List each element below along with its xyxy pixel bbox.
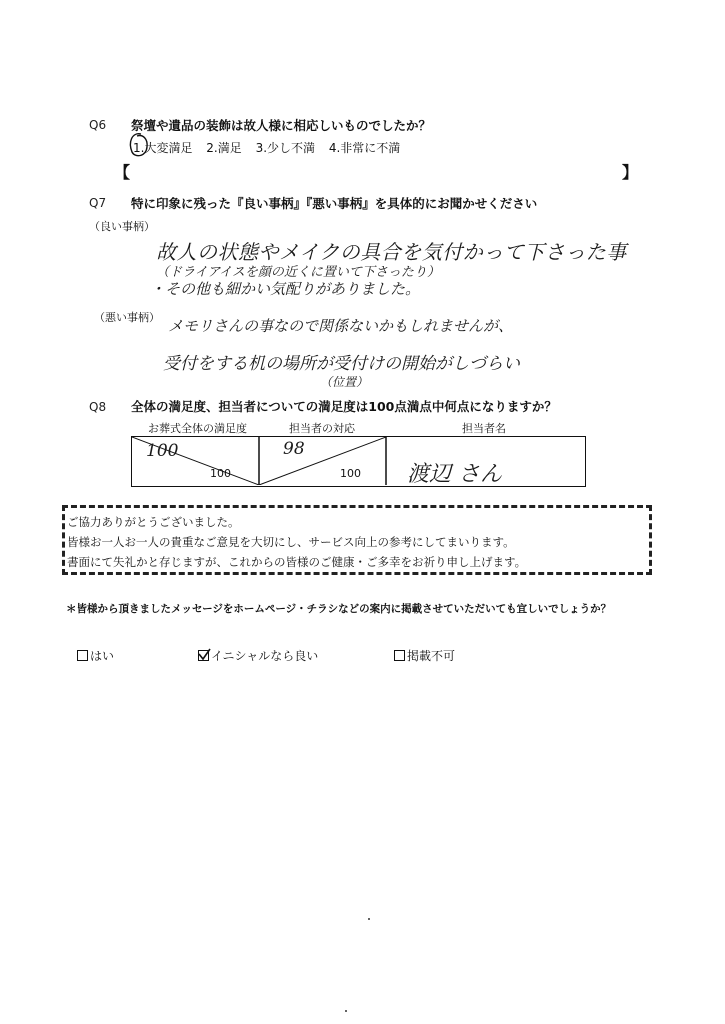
q8-header-name: 担当者名 bbox=[462, 422, 506, 435]
consent-option-no[interactable] bbox=[394, 647, 455, 664]
consent-option-initials-label: イニシャルなら良い bbox=[211, 649, 319, 663]
q8-header-staff: 担当者の対応 bbox=[289, 422, 355, 435]
q8-number: Q8 bbox=[89, 400, 107, 414]
scan-speck bbox=[345, 1010, 347, 1012]
q8-question: 全体の満足度、担当者についての満足度は100点満点中何点になりますか？ bbox=[131, 399, 557, 414]
consent-option-yes[interactable] bbox=[77, 647, 114, 664]
check-mark-icon bbox=[198, 648, 211, 661]
q6-option-4[interactable]: 4.非常に不満 bbox=[328, 141, 401, 155]
q7-good-line-3: ・その他も細かい気配りがありました。 bbox=[150, 280, 421, 298]
q6-bracket-right: 】 bbox=[622, 163, 639, 182]
q6-number: Q6 bbox=[89, 118, 107, 132]
q7-question: 特に印象に残った『良い事柄』『悪い事柄』を具体的にお聞かせください bbox=[131, 196, 538, 211]
q6-options bbox=[133, 139, 400, 156]
q8-staff-max: 100 bbox=[340, 467, 361, 480]
checkbox-no[interactable] bbox=[394, 650, 405, 661]
q8-staff-score: 98 bbox=[283, 439, 305, 459]
q8-staff-name: 渡辺 さん bbox=[407, 462, 502, 487]
q6-selection-circle bbox=[126, 130, 152, 160]
checkbox-initials[interactable] bbox=[198, 650, 209, 661]
scan-speck bbox=[368, 918, 370, 920]
notice-line-1: ご協力ありがとうございました。 bbox=[67, 515, 240, 529]
q6-option-3[interactable]: 3.少し不満 bbox=[255, 141, 316, 155]
q6-bracket-left: 【 bbox=[114, 163, 131, 182]
q8-overall-score: 100 bbox=[146, 441, 179, 461]
q7-number: Q7 bbox=[89, 196, 107, 210]
notice-line-3: 書面にて失礼かと存じますが、これからの皆様のご健康・ご多幸をお祈り申し上げます。 bbox=[67, 555, 527, 569]
q7-good-line-1: 故人の状態やメイクの具合を気付かって下さった事 bbox=[156, 240, 627, 264]
checkbox-yes[interactable] bbox=[77, 650, 88, 661]
q7-bad-line-1: メモリさんの事なので関係ないかもしれませんが、 bbox=[168, 317, 514, 335]
q7-good-line-2: （ドライアイスを顔の近くに置いて下さったり） bbox=[156, 265, 440, 280]
q7-good-label: （良い事柄） bbox=[89, 220, 155, 233]
thank-you-notice bbox=[62, 505, 652, 575]
q8-header-overall: お葬式全体の満足度 bbox=[148, 422, 247, 435]
q6-question: 祭壇や遺品の装飾は故人様に相応しいものでしたか？ bbox=[131, 118, 432, 133]
q7-bad-line-3: （位置） bbox=[320, 375, 369, 389]
q7-bad-label: （悪い事柄） bbox=[94, 311, 160, 324]
consent-option-yes-label: はい bbox=[90, 649, 115, 663]
notice-line-2: 皆様お一人お一人の貴重なご意見を大切にし、サービス向上の参考にしてまいります。 bbox=[67, 535, 515, 549]
q7-bad-line-2: 受付をする机の場所が受付けの開始がしづらい bbox=[163, 354, 520, 374]
q8-overall-max: 100 bbox=[210, 467, 231, 480]
consent-option-no-label: 掲載不可 bbox=[407, 649, 456, 663]
consent-option-initials[interactable] bbox=[198, 647, 318, 664]
consent-question: ＊皆様から頂きましたメッセージをホームページ・チラシなどの案内に掲載させていただいても宜しいでしょうか？ bbox=[66, 603, 612, 615]
q6-option-1[interactable]: 1.大変満足 bbox=[133, 141, 193, 155]
q6-option-2[interactable]: 2.満足 bbox=[206, 141, 242, 155]
